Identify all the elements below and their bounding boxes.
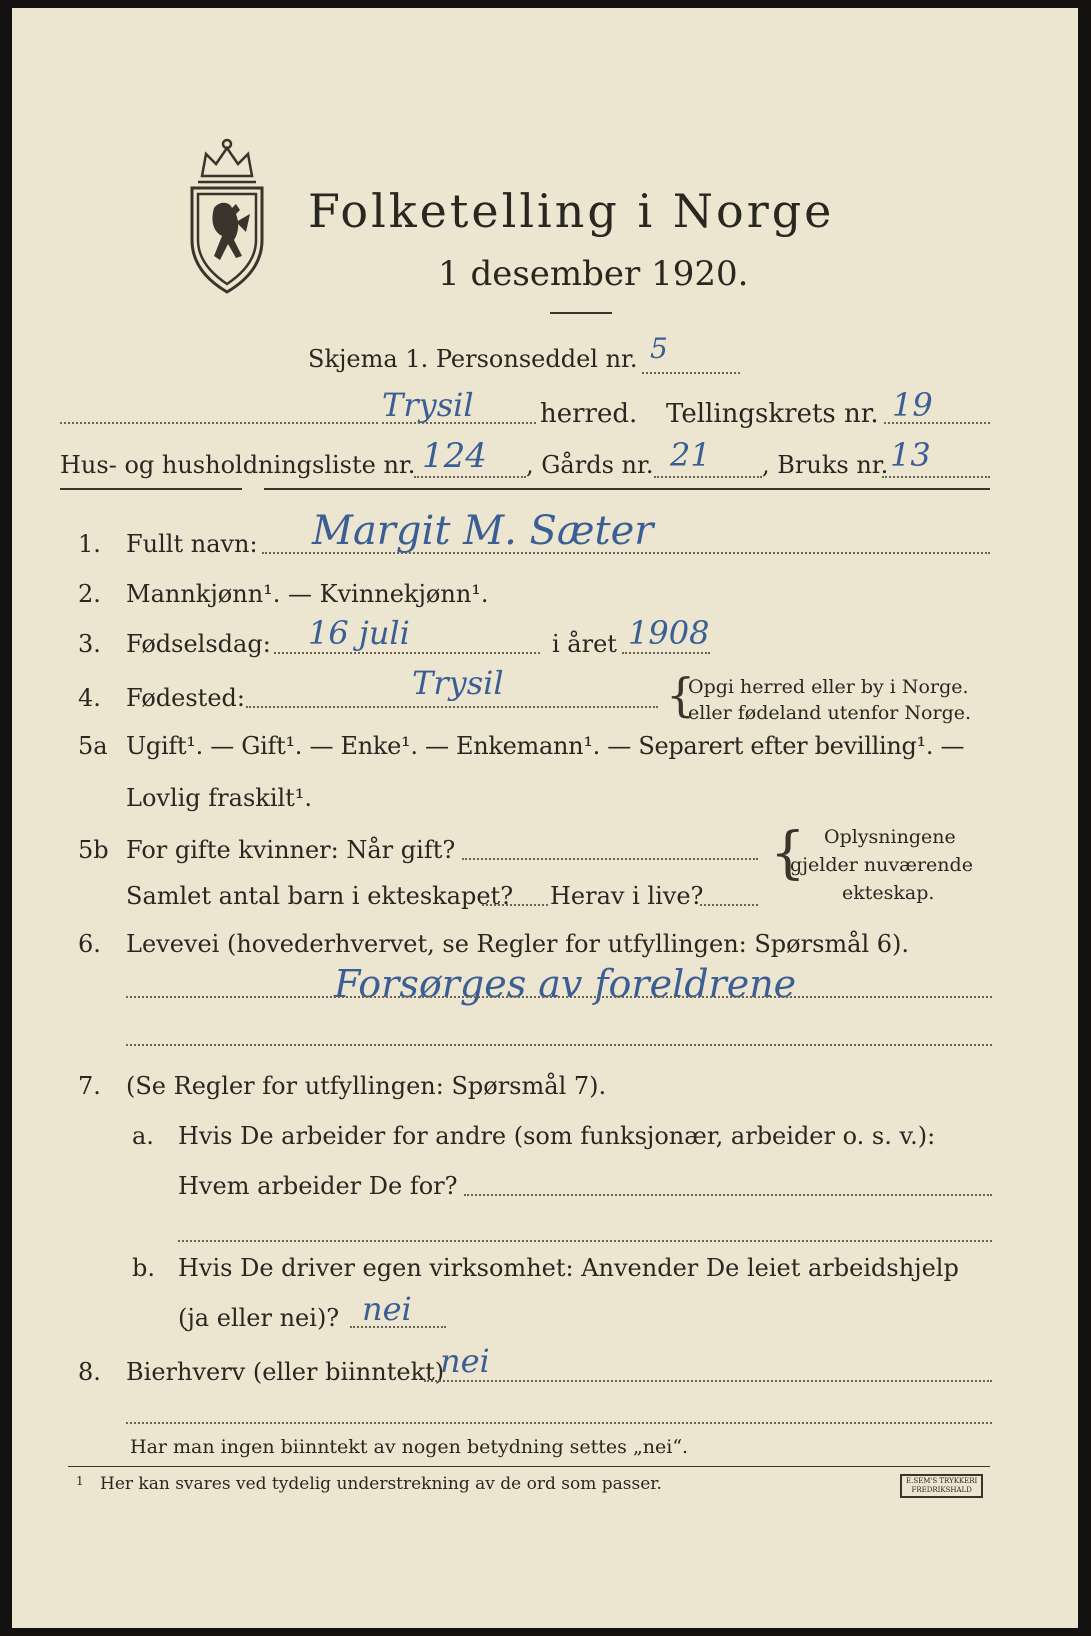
q5b-label-alive: Herav i live? [550,882,704,910]
tellingskrets-field[interactable] [884,422,990,424]
form-title: Folketelling i Norge [308,184,835,238]
q4-note-line1: Opgi herred eller by i Norge. [688,676,969,698]
q6-label: Levevei (hovederhvervet, se Regler for utfyllingen: Spørsmål 6). [126,930,910,958]
q5b-note-line2: gjelder nuværende [790,854,973,876]
q7b-line2: (ja eller nei)? [178,1304,340,1332]
side-income-field[interactable] [424,1380,992,1382]
q3-number: 3. [78,630,101,658]
q7a-line1: Hvis De arbeider for andre (som funksjonær, arbeider o. s. v.): [178,1122,936,1150]
herred-field[interactable] [382,422,536,424]
children-count-field[interactable] [482,904,548,906]
married-date-field[interactable] [462,858,758,860]
herred-value: Trysil [382,386,474,424]
personseddel-nr-value: 5 [650,332,668,365]
hired-help-value: nei [362,1290,412,1328]
title-divider [550,312,612,314]
husliste-field[interactable] [414,476,526,478]
occupation-field[interactable] [126,996,992,998]
birthplace-value: Trysil [412,664,504,702]
coat-of-arms-icon [184,136,270,296]
printer-name: E.SEM'S TRYKKERI [906,1477,978,1485]
q4-number: 4. [78,684,101,712]
tellingskrets-label: Tellingskrets nr. [666,399,879,429]
footnote-text: Her kan svares ved tydelig understrekning av de ord som passer. [100,1474,662,1494]
q1-number: 1. [78,530,101,558]
employer-field[interactable] [464,1194,992,1196]
q5b-number: 5b [78,836,109,864]
birthplace-field[interactable] [246,706,658,708]
q1-label: Fullt navn: [126,530,258,558]
children-alive-field[interactable] [700,904,758,906]
gender-options[interactable]: Mannkjønn¹. — Kvinnekjønn¹. [126,580,489,608]
census-date: 1 desember 1920. [438,254,749,294]
q5b-note-line3: ekteskap. [842,882,935,904]
q6-number: 6. [78,930,101,958]
printer-stamp [900,1474,983,1498]
q5b-label-married: For gifte kvinner: Når gift? [126,836,456,864]
bruks-value: 13 [890,436,931,474]
printer-town: FREDRIKSHALD [911,1486,972,1494]
husliste-label: Hus- og husholdningsliste nr. [60,451,416,479]
employer-field-2[interactable] [178,1240,992,1242]
q5b-brace: { [770,821,806,886]
q5a-number: 5a [78,732,108,760]
q5b-note-line1: Oplysningene [824,826,956,848]
header-rule-left [60,488,242,490]
year-label: i året [552,630,617,658]
occupation-value: Forsørges av foreldrene [334,962,797,1006]
bruks-field[interactable] [882,476,990,478]
marital-status-options[interactable]: Ugift¹. — Gift¹. — Enke¹. — Enkemann¹. — Separert efter bevilling¹. — [126,732,965,760]
gards-label: , Gårds nr. [526,451,654,479]
schema-label: Skjema 1. Personseddel nr. [308,345,638,373]
birth-year-field[interactable] [622,652,710,654]
side-income-value: nei [440,1342,490,1380]
q3-label: Fødselsdag: [126,630,271,658]
tellingskrets-value: 19 [892,386,933,424]
header-rule-right [264,488,990,490]
gards-value: 21 [670,436,711,474]
gards-field[interactable] [654,476,762,478]
census-form-page [12,8,1078,1628]
herred-label: herred. [540,399,638,429]
q7a-letter: a. [132,1122,154,1150]
birthday-field[interactable] [274,652,540,654]
q4-brace: { [666,668,696,722]
q2-number: 2. [78,580,101,608]
footer-rule [68,1466,990,1467]
footnote-mark: 1 [76,1474,84,1488]
income-note: Har man ingen biinntekt av nogen betydning settes „nei“. [130,1436,689,1458]
side-income-field-2[interactable] [126,1422,992,1424]
birthday-value: 16 juli [308,614,410,652]
q8-label: Bierhverv (eller biinntekt) [126,1358,445,1386]
q7-label: (Se Regler for utfyllingen: Spørsmål 7). [126,1072,607,1100]
birth-year-value: 1908 [628,614,710,652]
q4-note-line2: eller fødeland utenfor Norge. [688,702,972,724]
q4-label: Fødested: [126,684,245,712]
occupation-field-2[interactable] [126,1044,992,1046]
herred-leader [60,422,378,424]
bruks-label: , Bruks nr. [762,451,889,479]
q5b-label-children: Samlet antal barn i ekteskapet? [126,882,514,910]
husliste-value: 124 [422,436,487,476]
full-name-field[interactable] [262,552,990,554]
marital-status-options-cont[interactable]: Lovlig fraskilt¹. [126,784,313,812]
q7b-line1: Hvis De driver egen virksomhet: Anvender De leiet arbeidshjelp [178,1254,959,1282]
q8-number: 8. [78,1358,101,1386]
q7b-letter: b. [132,1254,155,1282]
personseddel-nr-field[interactable] [642,372,740,374]
full-name-value: Margit M. Sæter [312,508,654,554]
q7-number: 7. [78,1072,101,1100]
q7a-line2: Hvem arbeider De for? [178,1172,458,1200]
hired-help-field[interactable] [350,1326,446,1328]
